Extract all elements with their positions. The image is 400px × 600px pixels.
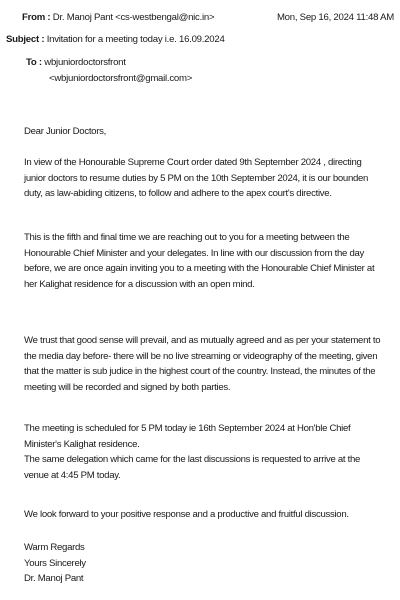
signoff-line: Warm Regards (24, 542, 85, 553)
paragraph-supreme-court-order (24, 155, 396, 202)
body-line: This is the fifth and final time we are reaching out to you for a meeting between the (24, 232, 350, 243)
paragraph-closing: We look forward to your positive response and a productive and fruitful discussion. (24, 509, 349, 520)
body-line: meeting will be recorded and signed by both parties. (24, 381, 231, 393)
recipient-name[interactable]: wbjuniordoctorsfront (44, 57, 126, 68)
body-line: The same delegation which came for the last discussions is requested to arrive at the (24, 454, 361, 465)
body-line: We trust that good sense will prevail, and as mutually agreed and as per your statement to (24, 335, 381, 346)
to-label: To : (26, 57, 42, 68)
paragraph-no-streaming (24, 333, 396, 395)
greeting: Dear Junior Doctors, (24, 126, 106, 137)
sender-address[interactable]: Dr. Manoj Pant <cs-westbengal@nic.in> (52, 12, 215, 23)
email-timestamp: Mon, Sep 16, 2024 11:48 AM (276, 12, 394, 23)
paragraph-schedule (24, 421, 396, 483)
body-line: In view of the Honourable Supreme Court order dated 9th September 2024 , directing (24, 157, 362, 168)
signer-name: Dr. Manoj Pant (24, 573, 84, 584)
body-line: junior doctors to resume duties by 5 PM on the 10th September 2024, it is our bounden (24, 172, 369, 184)
subject-row (6, 34, 225, 46)
body-line: before, we are once again inviting you to a meeting with the Honourable Chief Minister at (24, 263, 375, 274)
paragraph-invitation (24, 230, 396, 292)
from-label: From : (22, 12, 51, 23)
body-line: that the matter is sub judice in the highest court of the country. Instead, the minutes of the (24, 366, 376, 377)
subject-text: Invitation for a meeting today i.e. 16.09.2024 (46, 34, 225, 45)
signoff-line: Yours Sincerely (24, 557, 86, 569)
body-line: Minister's Kalighat residence. (24, 438, 140, 450)
recipient-address[interactable]: <wbjuniordoctorsfront@gmail.com> (49, 73, 193, 84)
body-line: venue at 4:45 PM today. (24, 469, 121, 481)
body-line: the media day before- there will be no live streaming or videography of the meeting, given (24, 350, 378, 362)
body-line: The meeting is scheduled for 5 PM today ie 16th September 2024 at Hon'ble Chief (24, 423, 351, 434)
body-line: Honourable Chief Minister and your delegates. In line with our discussion from the day (24, 247, 365, 259)
signature-block (24, 540, 396, 587)
to-row (26, 57, 126, 69)
subject-label: Subject : (6, 34, 45, 45)
body-line: duty, as law-abiding citizens, to follow and adhere to the apex court's directive. (24, 188, 332, 199)
from-row (22, 12, 214, 24)
body-line: her Kalighat residence for a discussion with an open mind. (24, 278, 255, 290)
